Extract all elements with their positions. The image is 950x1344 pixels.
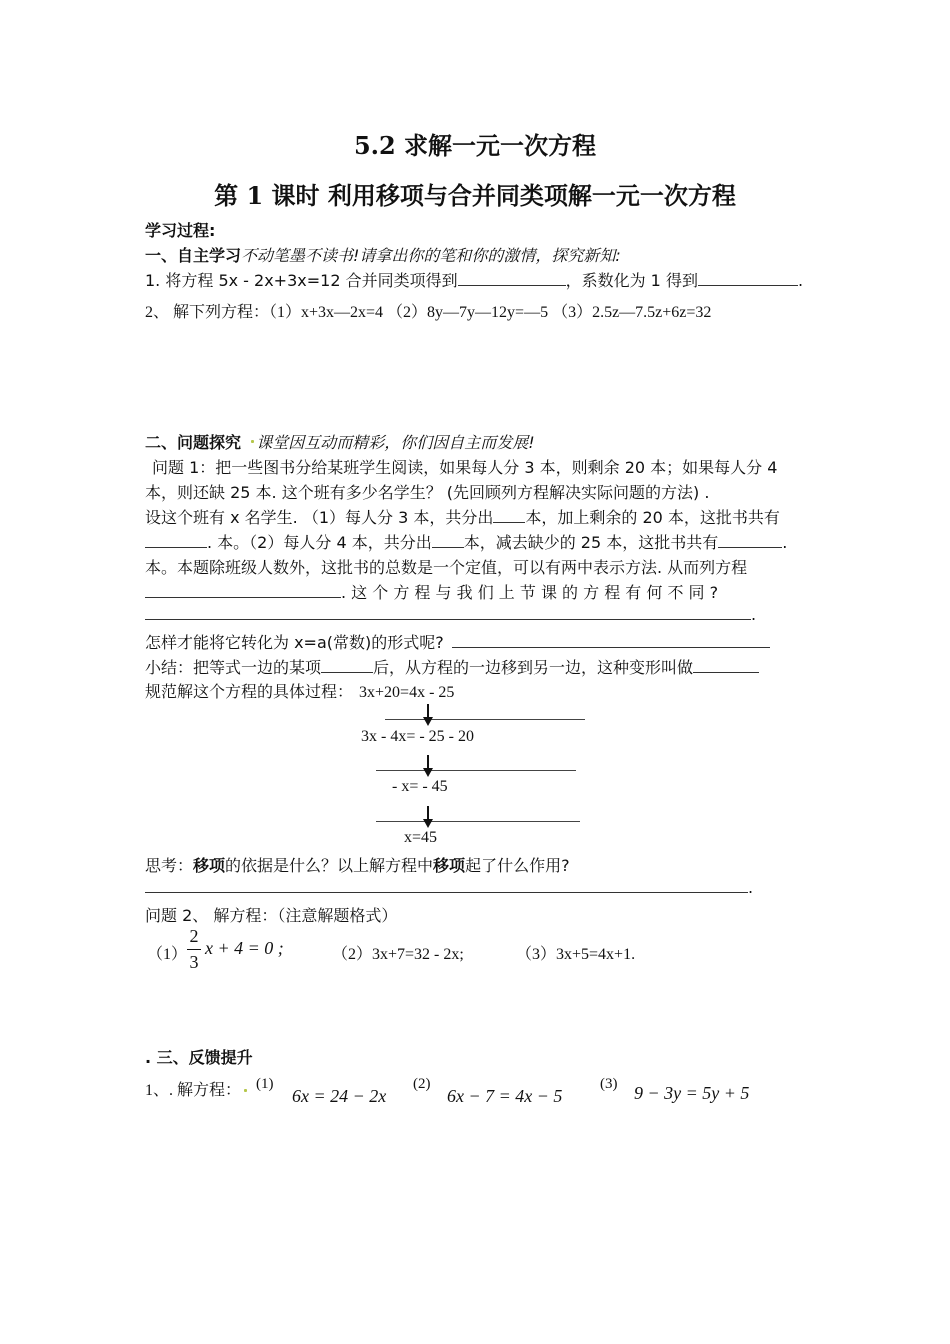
blank-equation[interactable] [145,583,341,598]
section2-motto: 课堂因互动而精彩，你们因自主而发展! [256,433,535,452]
q1-blank-2[interactable] [698,271,798,286]
q1-prefix: 1. 将方程 5x - 2x+3x=12 合并同类项得到 [145,271,458,290]
s3-q1-1-label: (1) [256,1076,274,1092]
blank-summary-2[interactable] [693,658,759,673]
problem1-line3 [145,505,780,528]
q1-blank-1[interactable] [458,271,566,286]
summary-line [145,655,759,678]
section1-q2: 2、 解下列方程：（1）x+3x—2x=4 （2）8y—7y—12y=—5 （3）2.5z—7.5z+6z=32 [145,304,712,321]
blank-think[interactable] [145,878,748,893]
s3-q1-3-label: (3) [600,1076,618,1092]
s3-q1-2-equation: 6x − 7 = 4x − 5 [447,1086,563,1106]
process-line [145,679,454,702]
problem1-line6 [145,580,718,603]
section1-q1 [145,268,803,291]
p2-3-equation: （3）3x+5=4x+1. [516,946,636,963]
s3-q1-1-equation: 6x = 24 − 2x [292,1086,387,1106]
problem1-line3b: 本，加上剩余的 20 本，这批书共有 [525,508,780,527]
think-b: 移项 [193,856,226,875]
step-divider-1 [385,719,585,720]
section2-heading: 二、问题探究 [145,433,242,452]
q1-mid: ，系数化为 1 得到 [565,271,698,290]
process-label: 规范解这个方程的具体过程： [145,682,354,701]
problem1-line3a: 设这个班有 x 名学生. （1）每人分 3 本，共分出 [145,508,494,527]
step-1: 3x - 4x= - 25 - 20 [361,728,475,745]
summary-a: 小结：把等式一边的某项 [145,658,322,677]
section3-q1-label: 1、. 解方程： [145,1082,242,1099]
problem1-line2: 本，则还缺 25 本. 这个班有多少名学生？ (先回顾列方程解决实际问题的方法) . [145,483,710,502]
blank-difference[interactable] [145,605,751,620]
speck-mark [244,1089,247,1092]
problem1-line7 [145,605,756,624]
fraction-denominator: 3 [189,952,199,972]
think-d: 移项 [433,856,466,875]
p2-1-label: （1） [147,946,188,963]
step-2: - x= - 45 [392,778,448,795]
section1-heading: 一、自主学习 [145,246,242,265]
fraction-numerator: 2 [189,926,199,946]
problem1-line1: 问题 1：把一些图书分给某班学生阅读，如果每人分 3 本，则剩余 20 本；如果每人分 4 [152,458,778,477]
problem1-line6-text: . 这 个 方 程 与 我 们 上 节 课 的 方 程 有 何 不 同 ? [341,583,719,602]
blank-total-4[interactable] [432,533,464,548]
think-e: 起了什么作用? [465,856,570,875]
step-divider-3 [376,821,580,822]
blank-summary-1[interactable] [321,658,373,673]
section2-header [145,430,535,453]
problem1-line7-end: . [751,605,757,624]
process-heading: 学习过程: [145,221,216,240]
problem1-line4b: 本，减去缺少的 25 本，这批书共有 [463,533,719,552]
summary-b: 后，从方程的一边移到另一边，这种变形叫做 [373,658,694,677]
section1-header [145,243,621,266]
problem1-line4 [145,530,787,553]
speck-mark [251,440,254,443]
page-title: 5.2 求解一元一次方程 [353,131,597,160]
s3-q1-2-label: (2) [413,1076,431,1092]
q1-end: . [797,271,804,290]
think-answer-line [145,878,753,897]
section3-heading: . 三、反馈提升 [145,1048,253,1067]
think-a: 思考： [145,856,194,875]
problem1-line5: 本。本题除班级人数外，这批书的总数是一个定值，可以有两中表示方法. 从而列方程 [145,558,748,577]
p2-1-equation: x + 4 = 0 ; [205,938,284,958]
step-3: x=45 [404,829,438,846]
step-divider-2 [376,770,576,771]
blank-total-3[interactable] [493,508,525,523]
problem1-line8 [145,630,770,653]
page-subtitle: 第 1 课时 利用移项与合并同类项解一元一次方程 [214,181,736,210]
problem1-line4c: . [782,533,788,552]
problem1-line4a: . 本。（2）每人分 4 本，共分出 [207,533,432,552]
s3-q1-3-equation: 9 − 3y = 5y + 5 [634,1083,750,1103]
p2-2-equation: （2）3x+7=32 - 2x; [332,946,464,963]
think-end: . [748,878,754,897]
blank-books-1[interactable] [145,533,207,548]
problem2-heading: 问题 2、 解方程：（注意解题格式） [145,906,398,925]
fraction-bar [187,949,201,950]
problem1-line8-text: 怎样才能将它转化为 x=a(常数)的形式呢? [145,633,444,652]
step-0: 3x+20=4x - 25 [359,684,455,701]
think-c: 的依据是什么？以上解方程中 [225,856,434,875]
blank-books-2[interactable] [718,533,782,548]
blank-convert[interactable] [452,633,770,648]
section1-motto: 不动笔墨不读书!请拿出你的笔和你的激情，探究新知: [241,246,621,265]
think-line [145,853,570,876]
